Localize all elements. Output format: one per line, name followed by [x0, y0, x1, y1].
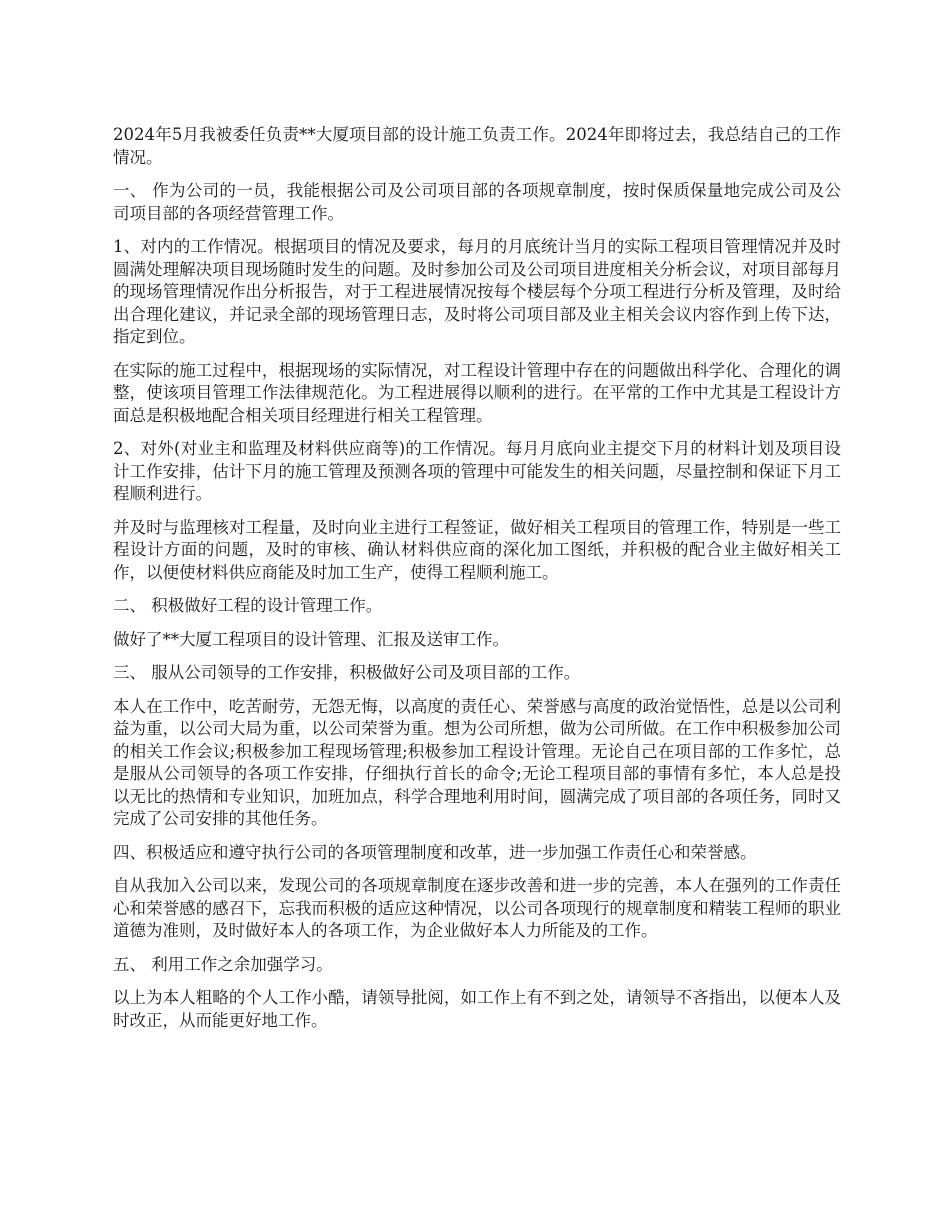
paragraph-section-1: 一、 作为公司的一员，我能根据公司及公司项目部的各项规章制度，按时保质保量地完成公司及公司项目部的各项经营管理工作。 — [113, 181, 841, 223]
paragraph-section-5: 五、 利用工作之余加强学习。 — [113, 954, 333, 974]
paragraph-design-management: 做好了**大厦工程项目的设计管理、汇报及送审工作。 — [113, 629, 509, 649]
paragraph-section-3: 三、 服从公司领导的工作安排，积极做好公司及项目部的工作。 — [113, 663, 581, 682]
paragraph-external-work: 2、对外(对业主和监理及材料供应商等)的工作情况。每月月底向业主提交下月的材料计划及项目设计工作安排，估计下月的施工管理及预测各项的管理中可能发生的相关问题，尽量控制和保证下月工程顺利进行。 — [113, 439, 841, 503]
paragraph-construction-process: 在实际的施工过程中，根据现场的实际情况，对工程设计管理中存在的问题做出科学化、合理化的调整，使该项目管理工作法律规范化。为工程进展得以顺利的进行。在平常的工作中尤其是工程设计方面总是积极地配合相关项目经理进行相关工程管理。 — [113, 360, 841, 425]
paragraph-diligence: 本人在工作中，吃苦耐劳，无怨无悔，以高度的责任心、荣誉感与高度的政治觉悟性，总是以公司利益为重，以公司大局为重，以公司荣誉为重。想为公司所想，做为公司所做。在工作中积极参加公司的相关工作会议;积极参加工程现场管理;积极参加工程设计管理。无论自己在项目部的工作多忙，总是服从公司领导的各项工作安排，仔细执行首长的命令;无论工程项目部的事情有多忙，本人总是投以无比的热情和专业知识，加班加点，科学合理地利用时间，圆满完成了项目部的各项任务，同时又完成了公司安排的其他任务。 — [113, 696, 841, 828]
paragraph-intro: 2024年5月我被委任负责**大厦项目部的设计施工负责工作。2024年即将过去，我总结自己的工作情况。 — [113, 125, 841, 167]
paragraph-section-4: 四、积极适应和遵守执行公司的各项管理制度和改革，进一步加强工作责任心和荣誉感。 — [113, 842, 757, 862]
paragraph-internal-work: 1、对内的工作情况。根据项目的情况及要求，每月的月底统计当月的实际工程项目管理情况并及时圆满处理解决项目现场随时发生的问题。及时参加公司及公司项目进度相关分析会议，对项目部每月的现场管理情况作出分析报告，对于工程进展情况按每个楼层每个分项工程进行分析及管理，及时给出合理化建议，并记录全部的现场管理日志，及时将公司项目部及业主相关会议内容作到上传下达，指定到位。 — [113, 237, 841, 346]
document-body — [113, 124, 841, 1043]
paragraph-closing: 以上为本人粗略的个人工作小酷，请领导批阅，如工作上有不到之处，请领导不吝指出，以便本人及时改正，从而能更好地工作。 — [113, 988, 841, 1030]
paragraph-adaptation: 自从我加入公司以来，发现公司的各项规章制度在逐步改善和进一步的完善，本人在强列的工作责任心和荣誉感的感召下，忘我而积极的适应这种情况，以公司各项现行的规章制度和精装工程师的职业道德为准则，及时做好本人的各项工作，为企业做好本人力所能及的工作。 — [113, 876, 841, 940]
paragraph-section-2: 二、 积极做好工程的设计管理工作。 — [113, 596, 383, 615]
paragraph-supervision: 并及时与监理核对工程量，及时向业主进行工程签证，做好相关工程项目的管理工作，特别是一些工程设计方面的问题，及时的审核、确认材料供应商的深化加工图纸，并积极的配合业主做好相关工作，以便使材料供应商能及时加工生产，使得工程顺利施工。 — [113, 517, 841, 582]
